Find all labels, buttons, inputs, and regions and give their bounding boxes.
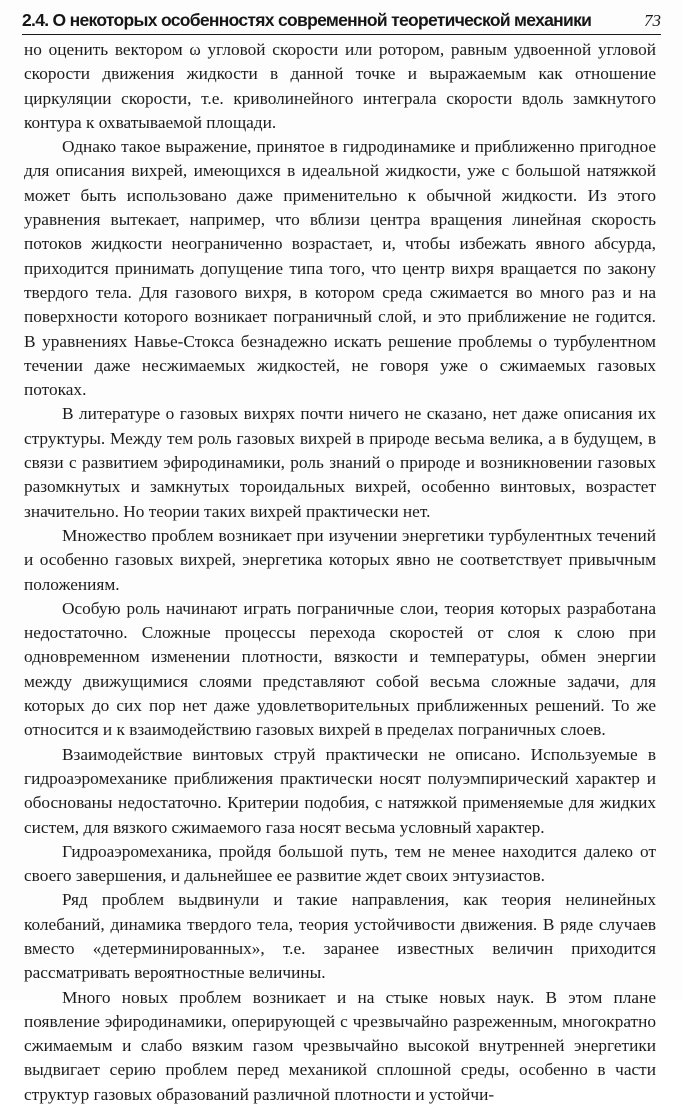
paragraph: Множество проблем возникает при изучении энергетики турбулентных течений и особенно газовых вихрей, энергетика которых явно не соответствует привычным положениям.: [24, 525, 656, 594]
paragraph: Однако такое выражение, принятое в гидродинамике и приближенно пригодное для описания вихрей, имеющихся в идеальной жидкости, уже с большой натяжкой может быть использовано даже применительно к обычной жидкости. Из этого уравнения вытекает, например, что вблизи центра вращения линейная скорость потоков жидкости неограниченно возрастает, и, чтобы избежать явного абсурда, приходится принимать допущение типа того, что центр вихря вращается по закону твердого тела. Для газового вихря, в котором среда сжимается во много раз и на поверхности которого возникает пограничный слой, и это приближение не годится. В уравнениях Навье-Стокса безнадежно искать решение проблемы о турбулентном течении даже несжимаемых жидкостей, не говоря уже о сжимаемых газовых потоках.: [24, 137, 656, 400]
paragraph: В литературе о газовых вихрях почти ничего не сказано, нет даже описания их структуры. Между тем роль газовых вихрей в природе весьма велика, а в будущем, в связи с развитием эфиродинамики, роль знаний о природе и возникновении газовых разомкнутых и замкнутых тороидальных вихрей, особенно винтовых, возрастет значительно. Но теории таких вихрей практически нет.: [24, 404, 656, 521]
paragraph: Взаимодействие винтовых струй практически не описано. Используемые в гидроаэромеханике приближения практически носят полуэмпирический характер и обоснованы недостаточно. Критерии подобия, с натяжкой применяемые для жидких систем, для вязкого сжимаемого газа носят весьма условный характер.: [24, 744, 656, 837]
body-text: [24, 38, 656, 1107]
page-number: 73: [644, 11, 661, 30]
paragraph: Ряд проблем выдвинули и такие направления, как теория нелинейных колебаний, динамика твердого тела, теория устойчивости движения. В ряде случаев вместо «детерминированных», т.е. заранее известных величин приходится рассматривать вероятностные величины.: [24, 890, 656, 983]
paragraph-continued: но оценить вектором ω угловой скорости или ротором, равным удвоенной угловой скорости движения жидкости в данной точке и выражаемым как отношение циркуляции скорости, т.е. криволинейного интеграла скорости вдоль замкнутого контура к охватываемой площади.: [24, 40, 656, 132]
running-header: [22, 8, 661, 35]
paragraph: Гидроаэромеханика, пройдя большой путь, тем не менее находится далеко от своего завершения, и дальнейшее ее развитие ждет своих энтузиастов.: [24, 841, 656, 886]
paragraph: Особую роль начинают играть пограничные слои, теория которых разработана недостаточно. Сложные процессы перехода скоростей от слоя к слою при одновременном изменении плотности, вязкости и температуры, обмен энергии между движущимися слоями представляют собой весьма сложные задачи, для которых до сих пор нет даже удовлетворительных приближенных решений. То же относится и к взаимодействию газовых вихрей в пределах пограничных слоев.: [24, 598, 656, 740]
section-title: 2.4. О некоторых особенностях современной теоретической механики: [22, 10, 592, 30]
paragraph: Много новых проблем возникает и на стыке новых наук. В этом плане появление эфиродинамики, оперирующей с чрезвычайно разреженным, многократно сжимаемым и слабо вязким газом чрезвычайно высокой внутренней энергетики выдвигает серию проблем перед механикой сплошной среды, особенно в части структур газовых образований различной плотности и устойчи-: [24, 987, 656, 1104]
